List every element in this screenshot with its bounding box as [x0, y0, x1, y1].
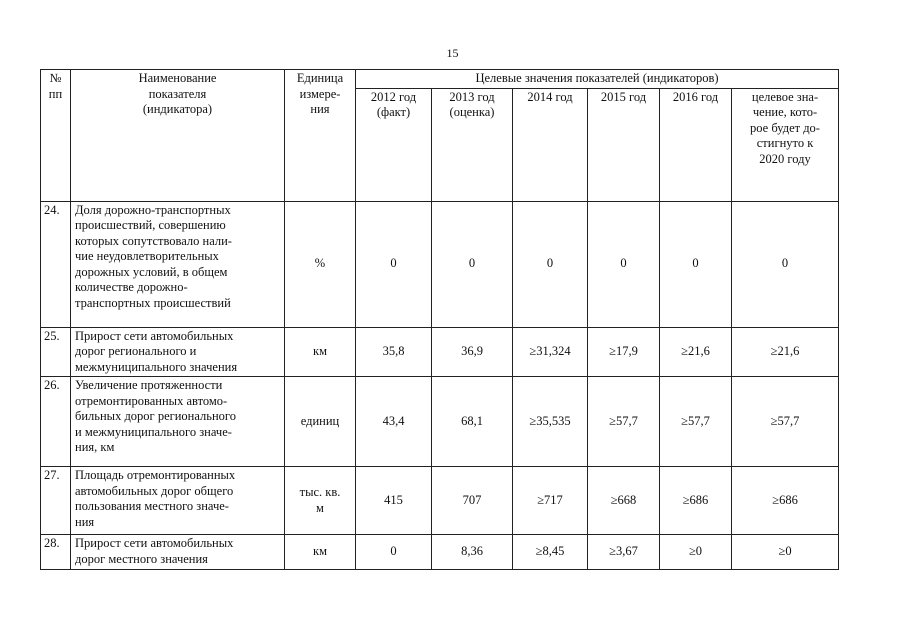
row-value: [660, 201, 732, 327]
header-year-2013: 2013 год (оценка): [432, 88, 513, 201]
value-text: 0: [692, 256, 699, 271]
indicators-table: [40, 69, 839, 570]
row-unit: км: [285, 535, 356, 570]
value-text: 8,36: [461, 544, 483, 559]
page-number: 15: [446, 46, 459, 60]
value-text: ≥686: [682, 492, 709, 507]
value-text: 68,1: [461, 413, 483, 428]
row-number: 24.: [41, 201, 71, 327]
value-text: 0: [390, 256, 397, 271]
row-unit: %: [285, 201, 356, 327]
value-text: 415: [384, 492, 403, 507]
row-value: [732, 201, 839, 327]
header-targets: Целевые значения показателей (индикаторов): [356, 70, 839, 89]
value-text: ≥8,45: [535, 544, 565, 559]
row-value: [513, 377, 588, 467]
value-text: 43,4: [382, 413, 405, 428]
value-text: 707: [462, 492, 482, 507]
row-value: [588, 377, 660, 467]
row-value: [356, 467, 432, 535]
row-value: [513, 201, 588, 327]
value-text: 0: [468, 256, 476, 271]
row-indicator-name: Прирост сети автомобильных дорог регионального и межмуниципального значения: [71, 327, 285, 377]
header-year-2015: 2015 год: [588, 88, 660, 201]
row-value: [432, 377, 513, 467]
row-number: 25.: [41, 327, 71, 377]
row-number: 26.: [41, 377, 71, 467]
value-text: 0: [390, 544, 397, 559]
header-name: Наименование показателя (индикатора): [71, 70, 285, 202]
value-text: ≥0: [688, 544, 703, 559]
value-text: ≥686: [772, 492, 798, 507]
row-value: [732, 535, 839, 570]
value-text: ≥35,535: [529, 413, 571, 428]
value-text: ≥21,6: [770, 344, 800, 358]
value-text: ≥57,7: [609, 413, 638, 428]
row-unit: км: [285, 327, 356, 377]
table-row: [41, 327, 839, 377]
row-value: [732, 467, 839, 535]
row-indicator-name: Увеличение протяженности отремонтированных автомо- бильных дорог регионального и межмуниципального значе- ния, км: [71, 377, 285, 467]
row-value: [588, 535, 660, 570]
row-value: [732, 377, 839, 467]
table-row: [41, 535, 839, 570]
row-indicator-name: Площадь отремонтированных автомобильных дорог общего пользования местного значе- ния: [71, 467, 285, 535]
row-value: [356, 377, 432, 467]
row-value: [732, 327, 839, 377]
row-value: [588, 327, 660, 377]
row-indicator-name: Доля дорожно-транспортных происшествий, совершению которых сопутствовало нали- чие неудовлетворительных дорожных условий, в общем количестве дорожно- транспортных происшествий: [71, 201, 285, 327]
row-unit: тыс. кв. м: [285, 467, 356, 535]
value-text: 0: [620, 256, 627, 271]
value-text: 35,8: [382, 344, 405, 358]
row-value: [660, 535, 732, 570]
row-value: [432, 535, 513, 570]
value-text: 0: [546, 256, 554, 271]
value-text: ≥3,67: [609, 544, 638, 559]
row-value: [432, 201, 513, 327]
header-unit: Единица измере- ния: [285, 70, 356, 202]
row-value: [356, 201, 432, 327]
row-indicator-name: Прирост сети автомобильных дорог местного значения: [71, 535, 285, 570]
row-value: [356, 327, 432, 377]
row-value: [588, 201, 660, 327]
table-row: [41, 201, 839, 327]
row-value: [513, 327, 588, 377]
header-target-2020: целевое зна- чение, кото- рое будет до- стигнуто к 2020 году: [732, 88, 839, 201]
row-number: 27.: [41, 467, 71, 535]
table-row: [41, 377, 839, 467]
value-text: ≥57,7: [681, 413, 710, 428]
value-text: 36,9: [461, 344, 483, 358]
row-value: [513, 535, 588, 570]
row-value: [660, 327, 732, 377]
value-text: ≥21,6: [681, 344, 710, 358]
header-year-2014: 2014 год: [513, 88, 588, 201]
value-text: 0: [781, 256, 789, 271]
row-value: [660, 377, 732, 467]
row-value: [432, 327, 513, 377]
row-value: [356, 535, 432, 570]
value-text: ≥57,7: [770, 413, 800, 428]
row-value: [513, 467, 588, 535]
header-num: № пп: [41, 70, 71, 202]
row-value: [432, 467, 513, 535]
row-value: [660, 467, 732, 535]
header-year-2016: 2016 год: [660, 88, 732, 201]
table-row: [41, 467, 839, 535]
value-text: ≥0: [778, 544, 792, 559]
value-text: ≥17,9: [609, 344, 638, 358]
row-unit: единиц: [285, 377, 356, 467]
value-text: ≥31,324: [529, 344, 571, 358]
value-text: ≥717: [537, 492, 563, 507]
row-value: [588, 467, 660, 535]
value-text: ≥668: [610, 492, 637, 507]
header-year-2012: 2012 год (факт): [356, 88, 432, 201]
row-number: 28.: [41, 535, 71, 570]
